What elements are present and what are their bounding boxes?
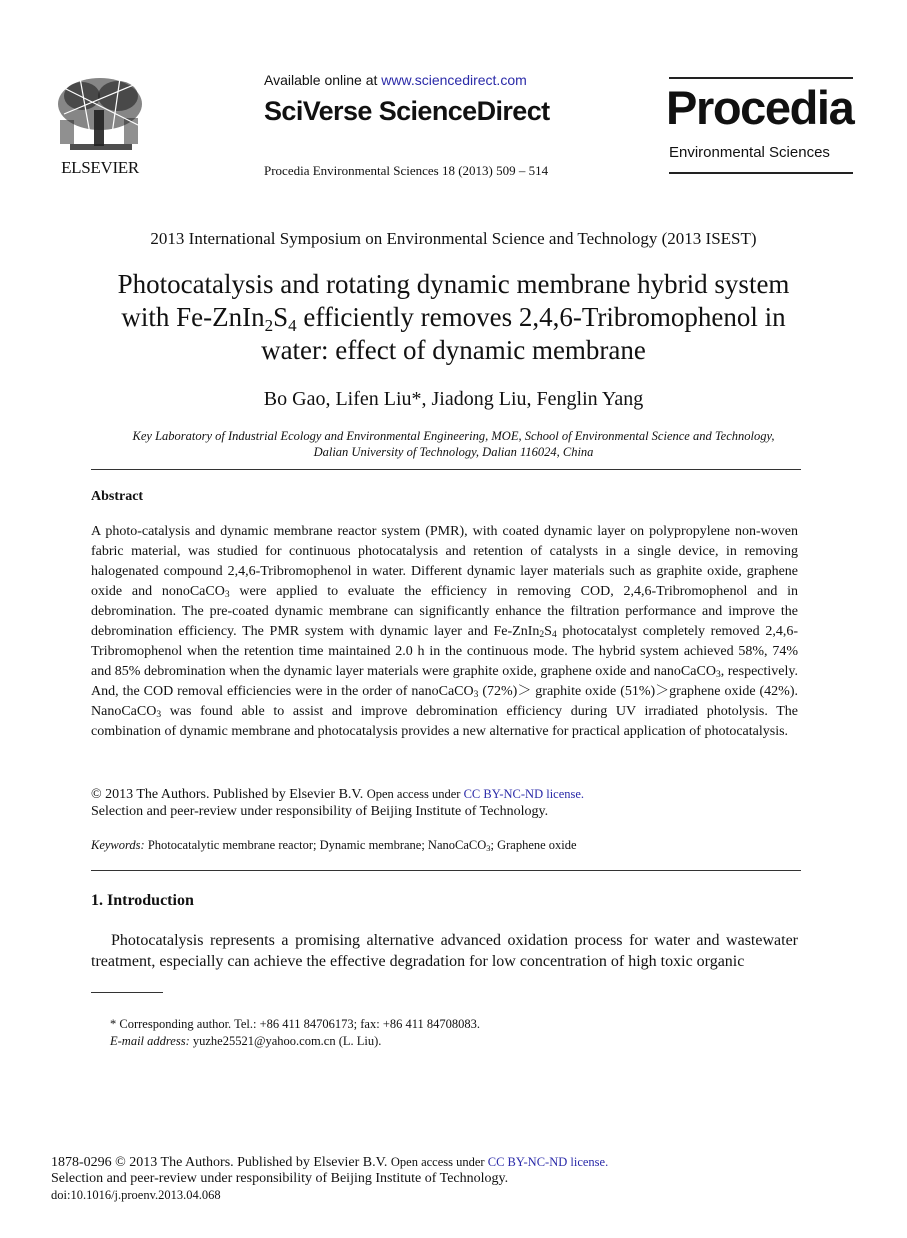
- keywords-label: Keywords:: [91, 838, 145, 852]
- affiliation-line-1: Key Laboratory of Industrial Ecology and Environmental Engineering, MOE, School of Environmental Science and Technology,: [132, 429, 775, 443]
- abstract-heading: Abstract: [91, 489, 144, 504]
- journal-citation: Procedia Environmental Sciences 18 (2013) 509 – 514: [264, 163, 549, 178]
- abstract-text: A photo-catalysis and dynamic membrane reactor system (PMR), with coated dynamic layer on polypropylene non-woven fabric material, was studied for continuous photocatalysis and retention of catalysts in a single device, in removing halogenated compound 2,4,6-Tribromophenol in water. Different dynamic layer materials such as graphite oxide, graphene oxide and nonoCaCO$_3$ were applied to evaluate the efficiency in removing COD, 2,4,6-Tribromophenol and in debromination. The pre-coated dynamic membrane can significantly enhance the filtration performance and improve the debromination efficiency. The PMR system with dynamic layer and $Fe-ZnIn_2S_4$ photocatalyst completely removed 2,4,6-Tribromophenol when the retention time maintained 2.0 h in the continuous mode. The hybrid system achieved 58%, 74% and 85% debromination when the dynamic layer materials were graphite oxide, graphene oxide and nanoCaCO$_3$, respectively. And, the COD removal efficiencies were in the order of nanoCaCO$_3$ (72%)＞ graphite oxide (51%)＞graphene oxide (42%). NanoCaCO$_3$ was found able to assist and improve debromination efficiency during UV irradiated photolysis. The combination of dynamic membrane and photocatalysis provides a new alternative for practical application of photocatalysis.: [91, 524, 799, 739]
- copyright-block: [91, 786, 584, 820]
- affiliation: [80, 428, 827, 460]
- license-link[interactable]: CC BY-NC-ND license.: [463, 787, 585, 801]
- introduction-heading: 1. Introduction: [91, 892, 194, 909]
- title-line-1: Photocatalysis and rotating dynamic membrane hybrid system: [117, 269, 790, 299]
- available-prefix: Available online at: [264, 72, 382, 88]
- elsevier-logo: [50, 74, 150, 178]
- copyright-line: © 2013 The Authors. Published by Elsevier B.V. Open access under CC BY-NC-ND license.: [91, 787, 585, 802]
- elsevier-wordmark: ELSEVIER: [61, 158, 139, 177]
- bottom-license-link[interactable]: CC BY-NC-ND license.: [487, 1155, 609, 1169]
- divider-top: [91, 469, 801, 470]
- corresponding-author: * Corresponding author. Tel.: +86 411 84706173; fax: +86 411 84708083.: [110, 1017, 481, 1031]
- issn-copyright-line: 1878-0296 © 2013 The Authors. Published by Elsevier B.V. Open access under CC BY-NC-ND license.: [51, 1155, 609, 1170]
- email-line: E-mail address: yuzhe25521@yahoo.com.cn (L. Liu).: [110, 1034, 382, 1048]
- divider-bottom: [91, 870, 801, 871]
- title-line-3: water: effect of dynamic membrane: [261, 335, 646, 365]
- peer-review-line: Selection and peer-review under responsibility of Beijing Institute of Technology.: [91, 804, 549, 819]
- title-line-2: with $Fe-ZnIn_2S_4$ efficiently removes 2,4,6-Tribromophenol in: [121, 302, 786, 335]
- procedia-wordmark: Procedia: [666, 81, 854, 134]
- keywords: Keywords: Photocatalytic membrane reactor; Dynamic membrane; NanoCaCO$_3$; Graphene oxide: [91, 838, 577, 853]
- sciverse-sciencedirect-wordmark: SciVerse ScienceDirect: [264, 96, 550, 126]
- paper-title: [60, 268, 847, 367]
- available-online-line: [264, 72, 527, 88]
- footnote-rule: [91, 992, 163, 993]
- affiliation-line-2: Dalian University of Technology, Dalian 116024, China: [313, 445, 594, 459]
- procedia-rule-top: [669, 77, 853, 79]
- bottom-publication-info: [51, 1154, 608, 1203]
- symposium-name: 2013 International Symposium on Environmental Science and Technology (2013 ISEST): [150, 229, 757, 248]
- bottom-peer-review: Selection and peer-review under responsibility of Beijing Institute of Technology.: [51, 1171, 509, 1186]
- sciencedirect-link[interactable]: www.sciencedirect.com: [381, 72, 527, 88]
- procedia-rule-bottom: [669, 172, 853, 174]
- doi[interactable]: doi:10.1016/j.proenv.2013.04.068: [51, 1188, 221, 1202]
- procedia-subtitle: Environmental Sciences: [669, 144, 830, 161]
- author-list: Bo Gao, Lifen Liu*, Jiadong Liu, Fenglin Yang: [263, 388, 644, 410]
- footnote: [110, 1016, 480, 1050]
- introduction-text: Photocatalysis represents a promising alternative advanced oxidation process for water and wastewater treatment, especially can achieve the effective degradation for low concentration of high toxic organic: [91, 932, 798, 970]
